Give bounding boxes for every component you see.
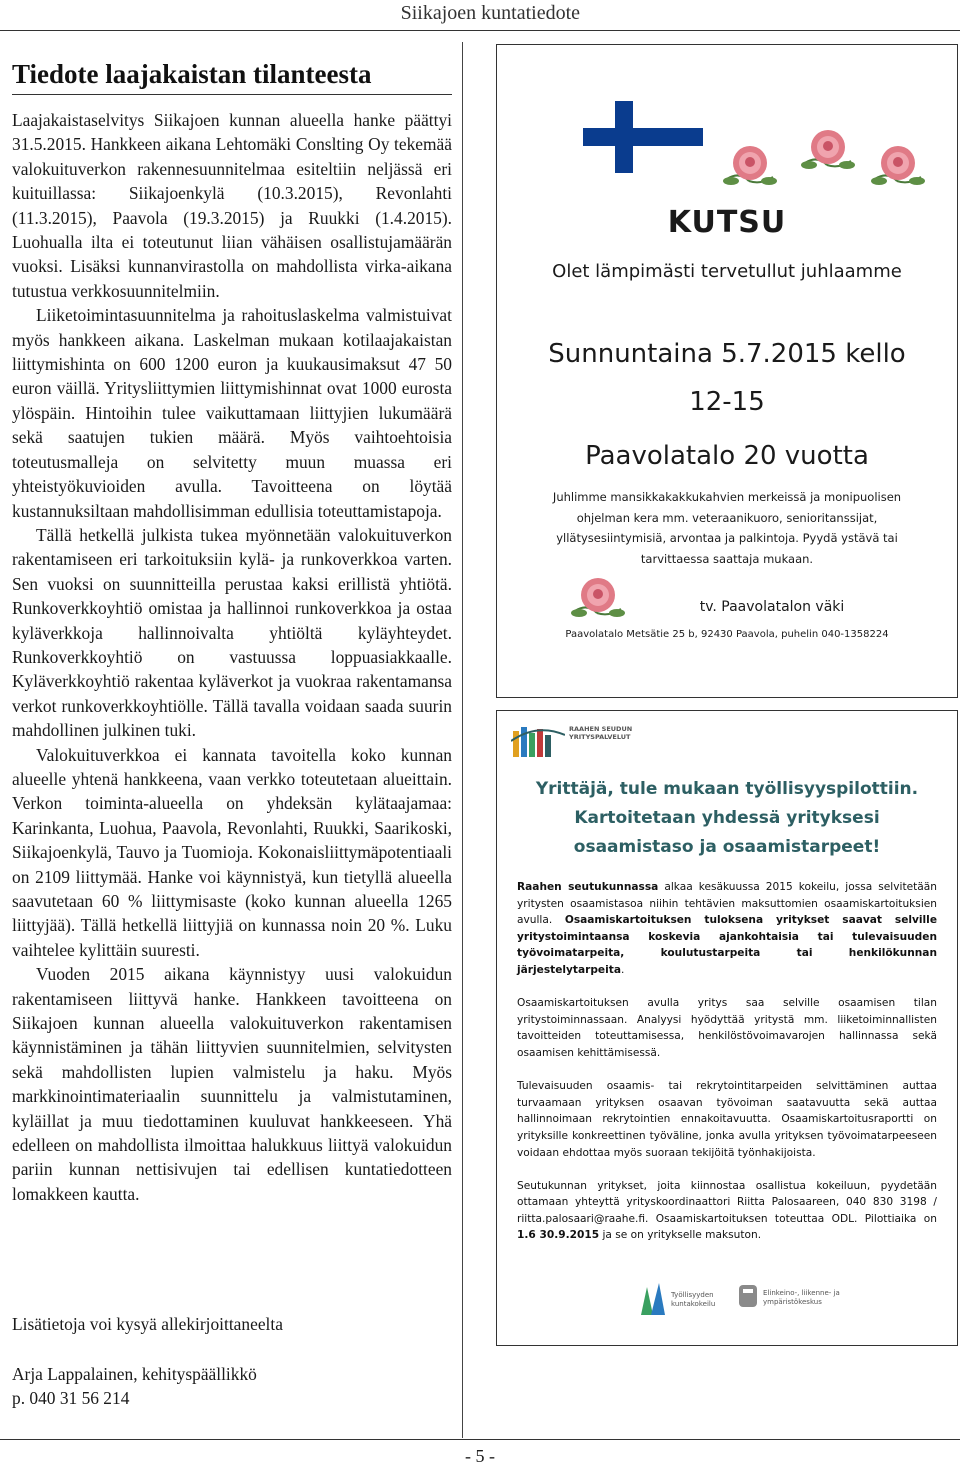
signature-phone: p. 040 31 56 214 [12,1388,130,1409]
article-paragraph: Tällä hetkellä julkista tukea myönnetään valokuituverkon rakentamiseen eri tarkoituksiin kylä- ja runkoverkkoa varten. Sen vuoksi on suunnitteilla perustaa kaksi erillistä yhtiötä. Runkoverkkoyhtiö omistaa ja hallinnoi runkoverkkoa ja ostaa kyläverkkoja hallinnoivalta yhtiöltä kyläyhteydet. Runkoverkkoyhtiö on vastuussa loppuasiakkaalle. Kyläverkkoyhtiö rakentaa kyläverkot ja vuokraa rakentamansa verkot runkoverkkoyhtiölle. Tällä tavalla voidaan saada suurin mahdollinen julkinen tuki. [12,524,452,741]
invitation-address: Paavolatalo Metsätie 25 b, 92430 Paavola, puhelin 040-1358224 [565,629,889,640]
publication-title: Siikajoen kuntatiedote [400,2,580,24]
signature [12,1362,257,1411]
ad-paragraph: Tulevaisuuden osaamis- tai rekrytointitarpeiden selvittäminen auttaa turvaamaan yrityksen osaavan työvoiman saatavuutta sekä auttaa hallinnoimaan rekrytointien ennakoitavuutta. Osaamiskartoitusraportti on yrityksille konkreettinen työväline, jonka avulla yrityksen työvoimatarpeeseen voidaan ehdottaa myös suoraan tekijöitä työnhakijoista. [517,1080,937,1159]
rose-icon [719,141,781,191]
ad-bold-text: 1.6 30.9.2015 [517,1229,600,1242]
signature-name: Arja Lappalainen, kehityspäällikkö [12,1364,257,1384]
rose-icon [797,125,859,175]
ely-logo [737,1281,847,1321]
ad-bold-text: Raahen seutukunnassa [517,881,659,893]
invitation-title: KUTSU [667,205,787,240]
invitation-time: 12-15 [689,387,765,417]
ad-headline-line: osaamistaso ja osaamistarpeet! [573,837,881,857]
ad-text: alkaa kesäkuussa 2015 kokeilu, jossa selvitetään yritysten osaamistasoa niihin tehtävien maksuttomien osaamiskartoituksien avulla. [517,881,937,927]
article-paragraph: Laajakaistaselvitys Siikajoen kunnan alueella hanke päättyi 31.5.2015. Hankkeen aikana Lehtomäki Conslting Oy tekemää valokuituverkon rakennesuunnitelmaa esiteltiin neljässä eri kuituillassa: Siikajoenkylä (10.3.2015), Revonlahti (11.3.2015), Paavola (19.3.2015) ja Ruukki (1.4.2015). Luohualla ilta ei toteutunut liian vähäisen osallistujamäärän vuoksi. Lisäksi kunnanvirastolla on mahdollista virka-aikana tutustua verkkosuunnitelmiin. [12,110,452,301]
ad-paragraph [517,1178,937,1244]
finnish-flag-icon [583,101,703,173]
ad-bold-text: Osaamiskartoituksen tuloksena yritykset saavat selville yritystoimintaansa koskevia ajankohtaisia tai tulevaisuuden työvoimatarpeita, koulutustarpeita tai henkilökunnan järjestelytarpeita [517,914,937,976]
ely-logo-icon [737,1281,759,1311]
article-column [0,42,463,1438]
article-body [12,108,452,1206]
invitation-event: Paavolatalo 20 vuotta [585,441,869,471]
article-title: Tiedote laajakaistan tilanteesta [12,54,452,95]
article-paragraph: Liiketoimintasuunnitelma ja rahoituslaskelma valmistuivat myös hankkeen aikana. Laskelman mukaan kotilaajakaistan liittymishinta on 600 1200 euron ja kuukausimaksut 47 50 euron väillä. Yritysliittymien liittymishinnat ovat 1000 eurosta ylöspäin. Hintoihin tulee vaikuttamaan liittyjien lukumäärä sekä saatujen tukien määrä. Myös vaihtoehtoisia toteutusmalleja on selvitetty muun muassa eri yhteistyökuvioiden avulla. Tavoitteena on löytää kustannuksiltaan mahdollisimman edullisia toteuttamistapoja. [12,305,452,521]
tyollisyys-logo-icon [637,1281,667,1317]
ely-logo-text: Elinkeino-, liikenne- ja ympäristökeskus [763,1289,840,1306]
invitation-welcome: Olet lämpimästi tervetullut juhlaamme [552,261,902,282]
invitation-date: Sunnuntaina 5.7.2015 kello [548,339,906,369]
ad-text: . [620,963,625,976]
rose-icon [567,573,629,623]
tyollisyys-logo [637,1281,727,1321]
raahe-logo-text: RAAHEN SEUDUN YRITYSPALVELUT [569,725,633,741]
invitation-box [496,44,958,698]
raahe-logo-icon [511,721,565,761]
ad-headline [497,775,957,862]
ad-text: Seutukunnan yritykset, joita kiinnostaa osallistua kokeiluun, pyydetään ottamaan yhteyttä yrityskoordinaattori Riitta Palosaareen, 040 830 3198 / riitta.palosaari@raahe.fi. Osaamiskartoituksen toteuttaa ODL. Pilottiaika on [517,1179,937,1225]
raahe-logo [511,721,633,761]
rose-icon [867,141,929,191]
invitation-sender: tv. Paavolatalon väki [699,599,845,615]
header-rule [0,30,960,31]
invitation-details: Juhlimme mansikkakakkukahvien merkeissä ja monipuolisen ohjelman kera mm. veteraanikuoro, senioritanssijat, yllätysesiintymisiä, arvontaa ja palkintoja. Pyydä ystävä tai tarvittaessa saattaja mukaan. [552,490,902,566]
footer-rule [0,1439,960,1440]
advertisement-box [496,710,958,1346]
ad-body [517,879,937,1261]
article-paragraph: Valokuituverkkoa ei kannata tavoitella koko kunnan alueelle yhtenä hankkeena, vaan verkko toteutetaan alueittain. Verkon toiminta-alueella on yhdeksän kylätaajamaa: Karinkanta, Luohua, Paavola, Revonlahti, Ruukki, Saarikoski, Siikajoenkylä, Tauvo ja Tuomioja. Kokonaisliittymäpotentiaali on 2109 liittymää. Hanke voi käynnistyä, kun tietyllä alueella saavutetaan 60 % liittymisaste (koko kunnan alueella 1265 liittyjää). Tällä hetkellä liittyjiä on kunnassa noin 20 %. Luku vaihtelee kylittäin suuresti. [12,744,452,960]
contact-intro: Lisätietoja voi kysyä allekirjoittaneelta [12,1314,283,1334]
ad-paragraph: Osaamiskartoituksen avulla yritys saa selville osaamisen tilan yritystoiminnassaan. Analyysi hyödyttää yritystä mm. liiketoiminnallisten tavoitteiden toteuttamisessa, henkilöstövoimavarojen hallinnassa sekä osaamisen kehittämisessä. [517,997,937,1059]
ad-paragraph [517,879,937,979]
ad-text: ja se on yritykselle maksuton. [599,1229,762,1242]
page-number: - 5 - [465,1446,495,1466]
article-paragraph: Vuoden 2015 aikana käynnistyy uusi valokuidun rakentamiseen liittyvä hanke. Hankkeen tavoitteena on Siikajoen kunnan alueella valokuituverkon rakentamisen käynnistäminen ja tähän liittyvien suunnitelmien, selvitysten sekä mahdollisten lupien valmistelu ja haku. Myös markkinointimateriaalin suunnittelu ja valmistutaminen, kyläillat ja muu tiedottaminen kuuluvat hankkeeseen. Yhä edelleen on mahdollista ilmoittaa halukkuus liittyä valokuidun pariin kunnan nettisivujen tai edellisen kuntatiedotteen lomakkeen kautta. [12,964,452,1204]
tyollisyys-logo-text: Työllisyyden kuntakokeilu [671,1291,716,1308]
ad-headline-line: Kartoitetaan yhdessä yrityksesi [574,808,880,828]
ad-headline-line: Yrittäjä, tule mukaan työllisyyspilottiin. [535,779,919,799]
